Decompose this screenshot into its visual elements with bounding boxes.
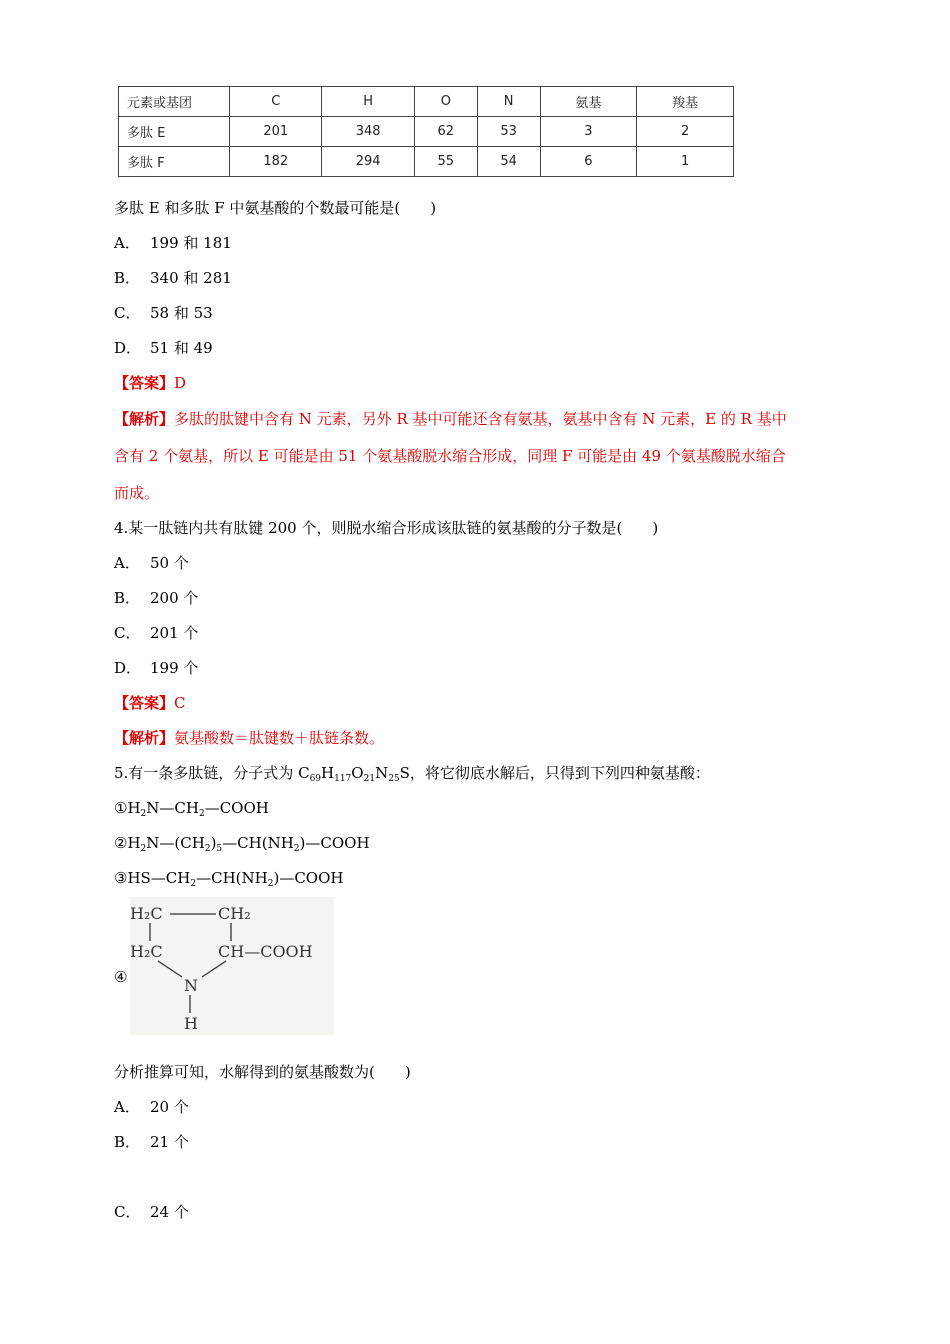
option-letter: B． [114,589,141,607]
formula-sub: 25 [388,774,400,784]
answer-value: C [174,694,186,712]
formula-text: N—(CH [146,834,205,852]
analysis-label: 【解析】 [114,729,175,747]
analysis-text: 氨基酸数＝肽键数＋肽链条数。 [174,729,385,747]
formula-sub: 2 [267,879,274,889]
table-header-cell: H [322,87,414,117]
table-row [119,147,734,177]
table-cell: 2 [637,117,734,147]
aa-mark: ① [114,799,128,817]
option-letter: A． [114,1098,140,1116]
table-cell: 294 [322,147,414,177]
q3-analysis-line-2: 含有 2 个氨基，所以 E 可能是由 51 个氨基酸脱水缩合形成，同理 F 可能是由 49 个氨基酸脱水缩合 [114,447,786,465]
formula-text: )—COOH [273,869,344,887]
q3-analysis-line-3: 而成。 [114,484,160,502]
analysis-label: 【解析】 [114,410,175,428]
structure-label: H₂C [130,942,163,961]
table-cell: 6 [540,147,637,177]
q3-option-a [114,233,232,253]
option-letter: C． [114,304,141,322]
option-letter: D． [114,659,142,677]
formula-text: N—CH [146,799,199,817]
q3-stem: 多肽 E 和多肽 F 中氨基酸的个数最可能是( ) [114,199,437,217]
table-cell: 多肽 F [119,147,230,177]
option-text: 201 个 [150,624,199,642]
option-text: 340 和 281 [150,269,232,287]
q3-option-c [114,303,213,323]
q4-analysis [114,728,384,748]
formula-sub: 69 [309,774,322,784]
option-text: 58 和 53 [150,304,213,322]
aa-mark: ② [114,834,128,852]
q3-answer [114,373,186,393]
structure-label: CH—COOH [218,942,313,961]
aa-4-mark: ④ [114,968,128,986]
formula-text: ) [210,834,217,852]
formula-text: H [127,799,141,817]
formula-text: O [351,764,364,782]
structure-label: H [184,1014,198,1033]
table-cell: 多肽 E [119,117,230,147]
formula-text: —CH(NH [196,869,268,887]
option-letter: A． [114,554,140,572]
option-letter: C． [114,624,141,642]
table-cell: 55 [414,147,477,177]
formula-text: —CH(NH [222,834,294,852]
table-cell: 201 [230,117,322,147]
formula-sub: 2 [140,844,147,854]
formula-text: HS—CH [127,869,191,887]
q3-option-d [114,338,213,358]
option-letter: D． [114,339,142,357]
bond-line [158,961,182,977]
option-letter: B． [114,1133,141,1151]
table-header-cell: 羧基 [637,87,734,117]
analysis-text: 多肽的肽键中含有 N 元素，另外 R 基中可能还含有氨基，氨基中含有 N 元素，E 的 R 基中 [174,410,787,428]
formula-sub: 2 [204,844,211,854]
q3-analysis-line-1 [114,409,787,429]
answer-value: D [174,374,187,392]
table-row [119,117,734,147]
formula-text: )—COOH [299,834,370,852]
option-text: 51 和 49 [150,339,213,357]
formula-sub: 117 [334,774,352,784]
amino-acid-2 [114,833,370,859]
formula-text: H [127,834,141,852]
structure-label: N [184,976,198,995]
table-cell: 62 [414,117,477,147]
structure-label: CH₂ [218,904,251,923]
formula-sub: 2 [198,809,205,819]
amino-acid-1 [114,798,269,824]
formula-sub: 2 [190,879,197,889]
answer-label: 【答案】 [114,694,175,712]
structure-label: H₂C [130,904,163,923]
table-header-cell: C [230,87,322,117]
q5-stem [114,763,710,789]
table-cell: 54 [477,147,540,177]
q4-option-d [114,658,198,678]
q4-option-b [114,588,198,608]
answer-label: 【答案】 [114,374,175,392]
formula-sub: 2 [293,844,300,854]
option-text: 199 和 181 [150,234,232,252]
option-text: 50 个 [150,554,189,572]
bond-line [202,961,226,977]
formula-text: H [321,764,335,782]
option-text: 20 个 [150,1098,189,1116]
option-text: 199 个 [150,659,199,677]
q5-question: 分析推算可知，水解得到的氨基酸数为( ) [114,1063,411,1081]
option-text: 21 个 [150,1133,189,1151]
formula-sub: 21 [363,774,376,784]
formula-sub: 2 [140,809,147,819]
option-letter: C． [114,1203,141,1221]
table-cell: 1 [637,147,734,177]
table-cell: 53 [477,117,540,147]
formula-sub: 5 [216,844,223,854]
table-cell: 3 [540,117,637,147]
q5-option-c [114,1202,189,1222]
amino-acid-3 [114,868,343,894]
table-cell: 182 [230,147,322,177]
aa-mark: ③ [114,869,128,887]
table-header-cell: O [414,87,477,117]
option-text: 200 个 [150,589,199,607]
formula-text: —COOH [204,799,269,817]
table-header-cell: N [477,87,540,117]
formula-text: N [375,764,389,782]
formula-text: S [399,764,410,782]
q4-option-a [114,553,189,573]
option-letter: B． [114,269,141,287]
proline-structure-svg [130,897,334,1035]
q5-option-b [114,1132,189,1152]
table-header-cell: 氨基 [540,87,637,117]
table-cell: 348 [322,117,414,147]
table-header-row [119,87,734,117]
q4-answer [114,693,186,713]
table-header-cell: 元素或基团 [119,87,230,117]
q5-option-a [114,1097,189,1117]
proline-structure [130,897,334,1035]
option-letter: A． [114,234,140,252]
element-table [118,86,734,177]
q4-stem: 4.某一肽链内共有肽键 200 个，则脱水缩合形成该肽链的氨基酸的分子数是( ) [114,519,659,537]
q3-option-b [114,268,232,288]
stem-suffix: ，将它彻底水解后，只得到下列四种氨基酸： [409,764,710,782]
option-text: 24 个 [150,1203,189,1221]
stem-prefix: 5.有一条多肽链，分子式为 C [114,764,310,782]
q4-option-c [114,623,198,643]
